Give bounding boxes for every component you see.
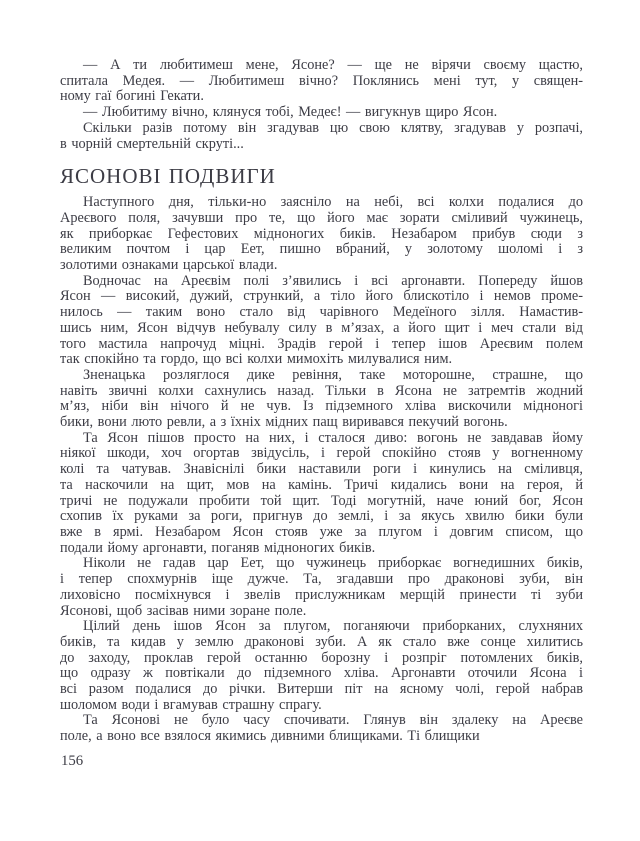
- paragraph: [60, 195, 583, 274]
- text-line: поле, а воно все взялося якимись дивними блищиками. Ті блищики: [60, 728, 480, 745]
- text-line: колі та чатував. Знавіснілі бики наставили роги і кинулись на сміливця,: [60, 461, 583, 478]
- text-line: Ясонові, щоб засівав ними зоране поле.: [60, 602, 307, 619]
- text-line: схопив їх руками за роги, пригнув до землі, і за якусь хвилю бики були: [60, 508, 583, 525]
- paragraph: [60, 105, 583, 121]
- text-line: і тепер спохмурнів іще дужче. Та, згадавши про драконові зуби, він: [60, 571, 583, 588]
- text-line: бики, вони люто ревли, а з їхніх мідних пащ виривався пекучий вогонь.: [60, 414, 508, 431]
- text-line: навіть звичні колхи сахнулись назад. Тільки в Ясона не затремтів жодний: [60, 382, 583, 399]
- chapter-paragraphs: [60, 195, 583, 745]
- text-line: ному гаї богині Гекати.: [60, 88, 204, 105]
- intro-paragraphs: [60, 58, 583, 152]
- paragraph: [60, 556, 583, 619]
- paragraph: [60, 121, 583, 152]
- text-line: — А ти любитимеш мене, Ясоне? — ще не вірячи своєму щастю,: [83, 57, 583, 73]
- text-line: м’яз, ніби він нічого й не чув. Із підземного хліва вискочили мідноногі: [60, 398, 583, 415]
- text-line: шись ним, Ясон відчув небувалу силу в м’язах, а його щит і меч стали від: [60, 319, 583, 336]
- text-line: того мастила напрочуд міцні. Зрадів герой і тепер ішов Ареєвим полем: [60, 335, 583, 352]
- text-line: вже в ярмі. Незабаром Ясон стояв уже за плугом і довгим списом, що: [60, 523, 583, 540]
- paragraph: [60, 619, 583, 713]
- text-line: в чорній смертельній скруті...: [60, 135, 244, 152]
- text-line: та наскочили на щит, мов на камінь. Тричі кидались вони на героя, й: [60, 476, 583, 493]
- text-line: Ареєвого поля, зачувши про те, що його має зорати сміливий чужинець,: [60, 209, 583, 226]
- page-number: 156: [61, 753, 84, 769]
- paragraph: [60, 368, 583, 431]
- text-line: Ясон — високий, дужий, стрункий, а тіло його блискотіло і немов проме-: [60, 288, 583, 305]
- text-line: тричі не подужали пробити той щит. Тоді могутній, наче юний бог, Ясон: [60, 492, 583, 509]
- text-line: Водночас на Ареєвім полі з’явились і всі аргонавти. Попереду йшов: [83, 272, 583, 289]
- paragraph: [60, 58, 583, 105]
- text-line: нилось — таким воно стало від чарівного Медеїного зілля. Намастив-: [60, 304, 583, 321]
- text-line: як приборкає Гефестових мідноногих биків. Незабаром прибув сюди з: [60, 225, 583, 242]
- text-line: золотими ознаками царської влади.: [60, 257, 278, 274]
- text-line: до заходу, проклав герой останню борозну і розпріг потомлених биків,: [60, 649, 583, 666]
- text-line: Цілий день ішов Ясон за плугом, поганяючи приборканих, слухняних: [83, 618, 583, 635]
- text-line: спитала Медея. — Любитимеш вічно? Поклянись мені тут, у священ-: [60, 72, 583, 89]
- paragraph: [60, 713, 583, 744]
- text-line: Та Ясонові не було часу спочивати. Глянув він здалеку на Ареєве: [83, 712, 583, 729]
- text-line: — Любитиму вічно, клянуся тобі, Медеє! — вигукнув щиро Ясон.: [83, 104, 498, 121]
- text-line: ніякої шкоди, хоч огортав звідусіль, і герой спокійно стояв у вогненному: [60, 445, 583, 462]
- text-line: Наступного дня, тільки-но заясніло на небі, всі колхи подалися до: [83, 194, 583, 211]
- chapter-heading: ЯСОНОВІ ПОДВИГИ: [60, 164, 276, 189]
- text-line: подали йому аргонавти, поганяв мідноногих биків.: [60, 539, 376, 556]
- text-line: шоломом води і вгамував страшну спрагу.: [60, 696, 322, 713]
- text-line: великим почтом і цар Еет, пишно вбраний, у золотому шоломі і з: [60, 241, 583, 258]
- text-line: так спокійно та гордо, що всі колхи мимохіть милувалися ним.: [60, 351, 453, 368]
- page-text: [60, 58, 583, 745]
- text-line: Зненацька розляглося дике ревіння, таке моторошне, страшне, що: [83, 366, 583, 383]
- text-line: Та Ясон пішов просто на них, і сталося диво: вогонь не завдавав йому: [83, 429, 583, 446]
- paragraph: [60, 274, 583, 368]
- text-line: Скільки разів потому він згадував цю свою клятву, згадував у розпачі,: [83, 119, 583, 136]
- text-line: биків, та кидав у землю драконові зуби. А як стало вже сонце хилитись: [60, 633, 583, 650]
- text-line: що одразу ж повтікали до підземного хліва. Аргонавти оточили Ясона і: [60, 665, 583, 682]
- text-line: Ніколи не гадав цар Еет, що чужинець приборкає вогнедишних биків,: [83, 555, 583, 572]
- text-line: лиховісно посміхнувся і звелів прислужникам мерщій принести ті зуби: [60, 586, 583, 603]
- paragraph: [60, 431, 583, 557]
- text-line: всі разом подалися до річки. Витерши піт на ясному чолі, герой набрав: [60, 681, 583, 698]
